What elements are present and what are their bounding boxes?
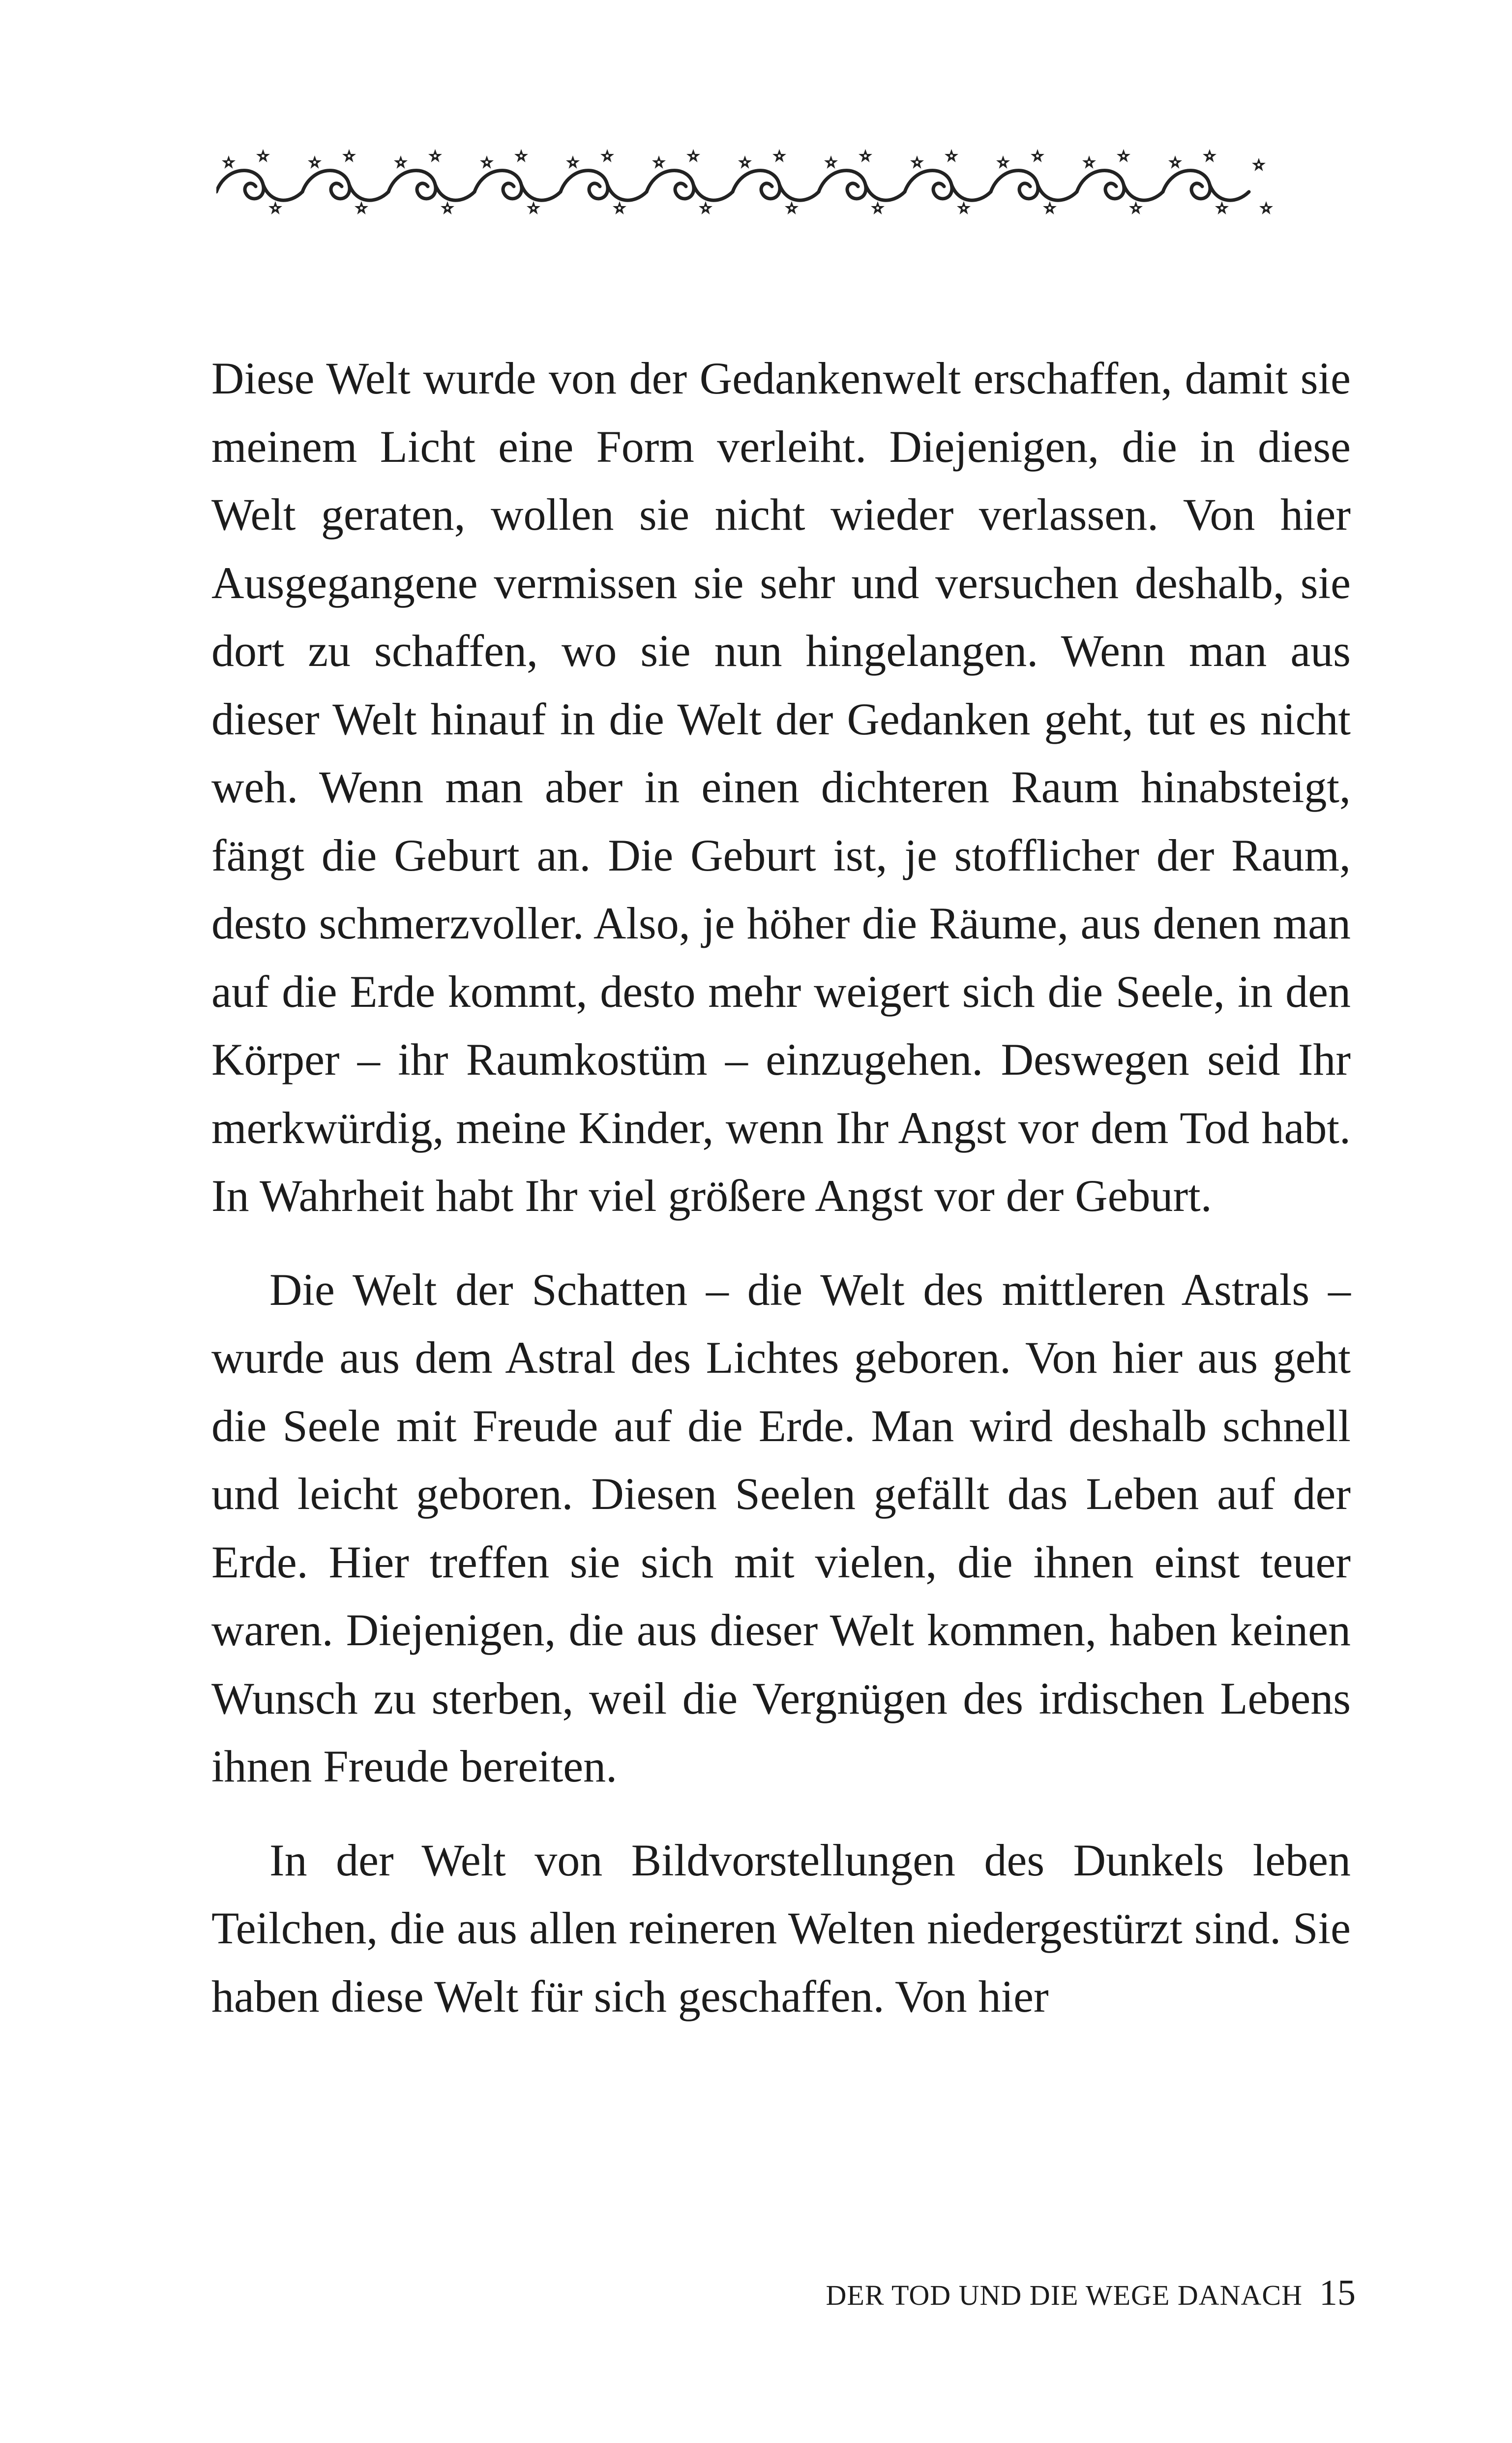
wave-scroll-with-stars-border-icon	[216, 143, 1337, 221]
page-number: 15	[1319, 2273, 1356, 2313]
paragraph-3: In der Welt von Bildvorstellungen des Dunkels leben Teilchen, die aus allen reineren Welten niedergestürzt sind. Sie haben diese Welt für sich geschaffen. Von hier	[211, 1835, 1351, 2021]
paragraph-1: Diese Welt wurde von der Gedankenwelt erschaffen, damit sie meinem Licht eine Form verleiht. Diejenigen, die in diese Welt geraten, wollen sie nicht wieder verlassen. Von hier Ausgegangene vermissen sie sehr und versuchen deshalb, sie dort zu schaffen, wo sie nun hingelangen. Wenn man aus dieser Welt hinauf in die Welt der Gedanken geht, tut es nicht weh. Wenn man aber in einen dichteren Raum hinabsteigt, fängt die Geburt an. Die Geburt ist, je stofflicher der Raum, desto schmerzvoller. Also, je höher die Räume, aus denen man auf die Erde kommt, desto mehr weigert sich die Seele, in den Körper – ihr Raumkostüm – einzugehen. Deswegen seid Ihr merkwürdig, meine Kinder, wenn Ihr Angst vor dem Tod habt. In Wahrheit habt Ihr viel größere Angst vor der Geburt.	[211, 353, 1351, 1221]
page-footer	[826, 2272, 1356, 2314]
body-text	[211, 344, 1351, 2030]
running-head: DER TOD UND DIE WEGE DANACH	[826, 2279, 1303, 2311]
paragraph-2: Die Welt der Schatten – die Welt des mittleren Astrals – wurde aus dem Astral des Lichtes geboren. Von hier aus geht die Seele mit Freude auf die Erde. Man wird deshalb schnell und leicht geboren. Diesen Seelen gefällt das Leben auf der Erde. Hier treffen sie sich mit vielen, die ihnen einst teuer waren. Diejenigen, die aus dieser Welt kommen, haben keinen Wunsch zu sterben, weil die Vergnügen des irdischen Lebens ihnen Freude bereiten.	[211, 1264, 1351, 1791]
